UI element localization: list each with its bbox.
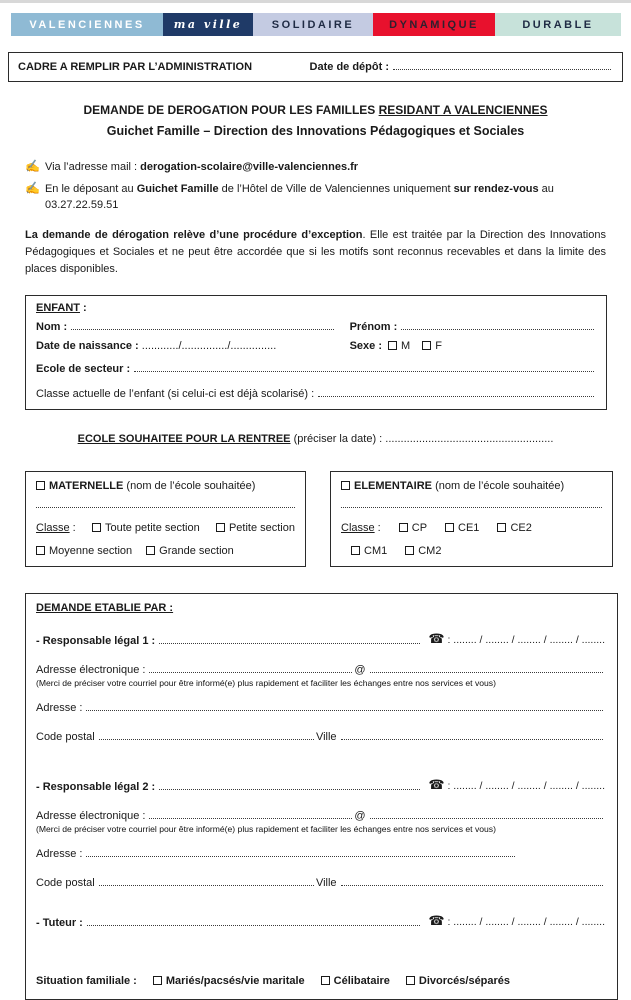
adresse-label: Adresse : — [36, 701, 83, 714]
cp-checkbox[interactable] — [399, 523, 408, 532]
resp2-label: - Responsable légal 2 : — [36, 780, 156, 793]
telephone-icon: ☎ — [428, 776, 445, 792]
enfant-title-text: ENFANT — [36, 301, 80, 314]
prenom-label: Prénom : — [349, 320, 398, 333]
option-cm1 — [351, 545, 387, 557]
resp1-row — [36, 631, 605, 647]
ecole-secteur-label: Ecole de secteur : — [36, 362, 131, 375]
resp2-ville-fill[interactable] — [341, 885, 603, 886]
maries-text: Mariés/pacsés/vie maritale — [165, 974, 305, 987]
telephone-icon: ☎ — [428, 912, 445, 928]
situation-label: Situation familiale : — [36, 974, 137, 987]
ce1-checkbox[interactable] — [445, 523, 454, 532]
ville-label: Ville — [315, 876, 337, 889]
resp1-adresse-row — [36, 702, 605, 714]
option-divorces — [406, 975, 510, 987]
elementaire-school-fill-line[interactable] — [341, 507, 602, 508]
contact-option-guichet — [25, 180, 606, 214]
city-banner — [11, 13, 621, 36]
petite-section-checkbox[interactable] — [216, 523, 225, 532]
ce2-checkbox[interactable] — [497, 523, 506, 532]
maternelle-school-fill-line[interactable] — [36, 507, 295, 508]
banner-ma-ville: ma ville — [163, 13, 253, 36]
grande-section-text: Grande section — [159, 544, 234, 557]
moyenne-section-text: Moyenne section — [49, 544, 133, 557]
elementaire-title: ELEMENTAIRE — [354, 479, 433, 492]
resp2-cp-row — [36, 877, 605, 889]
email-note: (Merci de préciser votre courriel pour être informé(e) plus rapidement et faciliter les échanges entre nos services et vous) — [36, 823, 496, 834]
maternelle-classe-row2 — [36, 545, 295, 557]
option-moyenne-section — [36, 545, 132, 557]
page-title-prefix: DEMANDE DE DEROGATION POUR LES FAMILLES — [83, 103, 379, 117]
intro-rest: . Elle est traitée par la Direction des Innovations Pédagogiques et Sociales et ne peut être accordée que si les motifs sont reconnus recevables et dans la limite des places disponibles. — [25, 228, 606, 275]
banner-valenciennes: VALENCIENNES — [11, 13, 163, 36]
demande-section — [25, 593, 618, 1000]
contact-mail-prefix: Via l’adresse mail : — [44, 161, 141, 173]
admin-frame — [8, 52, 623, 82]
resp1-label: - Responsable légal 1 : — [36, 634, 156, 647]
resp2-phone — [428, 777, 605, 793]
maternelle-classe-colon: : — [69, 521, 76, 534]
page-title-underlined: RESIDANT A VALENCIENNES — [378, 103, 548, 117]
contact-option-mail — [25, 158, 606, 176]
resp1-phone-fill[interactable]: : ........ / ........ / ........ / ........ / ........ — [447, 633, 605, 646]
date-depot-fill-line[interactable] — [393, 69, 611, 70]
guichet-bold-1: Guichet Famille — [136, 182, 219, 195]
resp2-email-domain-fill[interactable] — [370, 818, 603, 819]
enfant-section-title — [36, 302, 596, 314]
email-label: Adresse électronique : — [36, 663, 146, 676]
nom-fill-line[interactable] — [71, 329, 333, 330]
resp1-code-postal-fill[interactable] — [99, 739, 314, 740]
banner-dynamique: DYNAMIQUE — [373, 13, 495, 36]
ecole-secteur-fill-line[interactable] — [134, 371, 594, 372]
guichet-text-1: En le déposant au — [44, 182, 137, 195]
page-subtitle: Guichet Famille – Direction des Innovations Pédagogiques et Sociales — [106, 124, 525, 138]
resp1-cp-row — [36, 731, 605, 743]
toute-petite-section-text: Toute petite section — [104, 521, 200, 534]
sexe-f-text: F — [435, 339, 442, 352]
demande-section-title: DEMANDE ETABLIE PAR : — [36, 601, 174, 614]
tuteur-name-fill-line[interactable] — [87, 925, 421, 926]
resp2-code-postal-fill[interactable] — [99, 885, 314, 886]
maternelle-header — [36, 480, 295, 492]
elementaire-subtitle: (nom de l’école souhaitée) — [432, 479, 565, 492]
maternelle-classe-label: Classe — [36, 521, 70, 534]
option-maries — [153, 975, 305, 987]
celibataire-checkbox[interactable] — [321, 976, 330, 985]
maternelle-subtitle: (nom de l’école souhaitée) — [123, 479, 256, 492]
resp1-email-local-fill[interactable] — [149, 672, 352, 673]
option-celibataire — [321, 975, 390, 987]
email-label: Adresse électronique : — [36, 809, 146, 822]
option-grande-section — [146, 545, 234, 557]
option-ce2 — [497, 522, 531, 534]
classe-actuelle-fill-line[interactable] — [318, 396, 594, 397]
grande-section-checkbox[interactable] — [146, 546, 155, 555]
resp1-ville-fill[interactable] — [341, 739, 603, 740]
celibataire-text: Célibataire — [333, 974, 390, 987]
cm2-text: CM2 — [418, 544, 442, 557]
date-depot-label: Date de dépôt : — [309, 61, 389, 73]
option-ce1 — [445, 522, 479, 534]
code-postal-label: Code postal — [36, 876, 95, 889]
elementaire-classe-row1 — [341, 522, 602, 534]
option-petite-section — [216, 522, 295, 534]
ecole-souhaitee-fill[interactable]: ....................................................... — [385, 432, 554, 445]
resp1-adresse-fill-line[interactable] — [86, 710, 603, 711]
sexe-m-option — [388, 340, 410, 352]
sexe-m-text: M — [401, 339, 411, 352]
enfant-section — [25, 295, 607, 410]
toute-petite-section-checkbox[interactable] — [92, 523, 101, 532]
intro-paragraph — [25, 227, 606, 278]
elementaire-box — [330, 471, 613, 567]
cm1-checkbox[interactable] — [351, 546, 360, 555]
admin-frame-label: CADRE A REMPLIR PAR L’ADMINISTRATION — [18, 61, 253, 73]
situation-row — [36, 975, 605, 987]
tuteur-phone-fill[interactable]: : ........ / ........ / ........ / ........ / ........ — [447, 915, 605, 928]
date-naissance-fill[interactable]: ............/.............../............... — [138, 339, 277, 352]
resp2-email-local-fill[interactable] — [149, 818, 352, 819]
moyenne-section-checkbox[interactable] — [36, 546, 45, 555]
divorces-checkbox[interactable] — [406, 976, 415, 985]
maries-checkbox[interactable] — [153, 976, 162, 985]
email-note: (Merci de préciser votre courriel pour être informé(e) plus rapidement et faciliter les échanges entre nos services et vous) — [36, 677, 496, 688]
maternelle-classe-row1 — [36, 522, 295, 534]
writing-hand-icon: ✍ — [25, 180, 40, 195]
elementaire-checkbox[interactable] — [341, 481, 350, 490]
nom-label: Nom : — [36, 320, 68, 333]
resp1-name-fill-line[interactable] — [159, 643, 420, 644]
date-naissance-label: Date de naissance : — [36, 339, 139, 352]
resp2-name-fill-line[interactable] — [159, 789, 420, 790]
resp2-email-row — [36, 810, 605, 822]
elementaire-classe-label: Classe — [341, 521, 375, 534]
option-toute-petite-section — [92, 522, 200, 534]
option-cp — [399, 522, 427, 534]
code-postal-label: Code postal — [36, 730, 95, 743]
sexe-f-checkbox[interactable] — [422, 341, 431, 350]
tuteur-phone — [428, 913, 605, 929]
sexe-m-checkbox[interactable] — [388, 341, 397, 350]
contact-guichet-text — [45, 182, 606, 214]
elementaire-classe-colon: : — [374, 521, 381, 534]
school-choice-section — [25, 471, 631, 567]
page-top-edge — [0, 0, 631, 3]
option-cm2 — [405, 545, 441, 557]
resp2-row — [36, 777, 605, 793]
ce2-text: CE2 — [510, 521, 532, 534]
ecole-souhaitee-suffix: (préciser la date) : — [290, 432, 386, 445]
cp-text: CP — [411, 521, 428, 534]
cm1-text: CM1 — [364, 544, 388, 557]
resp1-email-domain-fill[interactable] — [370, 672, 603, 673]
at-sign: @ — [354, 809, 366, 822]
ville-label: Ville — [315, 730, 337, 743]
telephone-icon: ☎ — [428, 630, 445, 646]
maternelle-box — [25, 471, 306, 567]
resp1-email-row — [36, 664, 605, 676]
prenom-fill-line[interactable] — [401, 329, 594, 330]
contact-mail-text — [45, 160, 358, 176]
tuteur-row — [36, 913, 605, 929]
maternelle-checkbox[interactable] — [36, 481, 45, 490]
intro-bold: La demande de dérogation relève d’une procédure d’exception — [25, 228, 363, 241]
resp1-phone — [428, 631, 605, 647]
cm2-checkbox[interactable] — [405, 546, 414, 555]
ce1-text: CE1 — [458, 521, 480, 534]
page-title — [0, 103, 631, 117]
divorces-text: Divorcés/séparés — [418, 974, 511, 987]
ecole-souhaitee-line — [0, 433, 631, 445]
resp2-adresse-row — [36, 848, 605, 860]
contact-email-address: derogation-scolaire@ville-valenciennes.fr — [140, 161, 359, 173]
petite-section-text: Petite section — [228, 521, 295, 534]
adresse-label: Adresse : — [36, 847, 83, 860]
guichet-bold-2: sur rendez-vous — [453, 182, 539, 195]
banner-solidaire: SOLIDAIRE — [253, 13, 373, 36]
enfant-title-colon: : — [80, 301, 87, 314]
maternelle-title: MATERNELLE — [49, 479, 124, 492]
banner-durable: DURABLE — [495, 13, 621, 36]
elementaire-classe-row2 — [351, 545, 602, 557]
guichet-text-2: de l’Hôtel de Ville de Valenciennes uniquement — [218, 182, 454, 195]
classe-actuelle-label: Classe actuelle de l’enfant (si celui-ci est déjà scolarisé) : — [36, 387, 315, 400]
resp2-adresse-fill-line[interactable] — [86, 856, 515, 857]
contact-options — [25, 158, 606, 214]
at-sign: @ — [354, 663, 366, 676]
resp2-phone-fill[interactable]: : ........ / ........ / ........ / ........ / ........ — [447, 779, 605, 792]
elementaire-header — [341, 480, 602, 492]
tuteur-label: - Tuteur : — [36, 916, 83, 929]
sexe-label: Sexe : — [349, 339, 383, 352]
writing-hand-icon: ✍ — [25, 159, 40, 173]
sexe-f-option — [422, 340, 442, 352]
guichet-text-3: au 03.27.22.59.51 — [44, 182, 554, 211]
ecole-souhaitee-title: ECOLE SOUHAITEE POUR LA RENTREE — [77, 432, 291, 445]
